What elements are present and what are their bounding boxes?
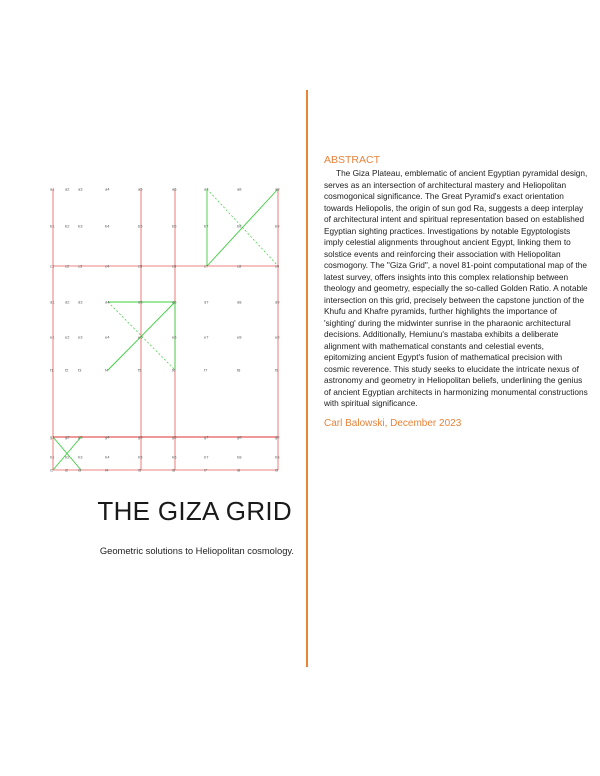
grid-point-label: f8 bbox=[237, 367, 241, 373]
grid-point-label: a3 bbox=[78, 186, 83, 192]
grid-point-label: b7 bbox=[204, 223, 209, 229]
grid-point-label: d3 bbox=[78, 299, 83, 305]
grid-point-label: d5 bbox=[138, 299, 143, 305]
abstract-heading: ABSTRACT bbox=[324, 154, 381, 166]
grid-point-label: f6 bbox=[172, 367, 176, 373]
grid-point-label: i9 bbox=[275, 467, 279, 473]
grid-point-label: b1 bbox=[50, 223, 55, 229]
grid-point-label: g2 bbox=[65, 434, 70, 440]
grid-point-label: a6 bbox=[172, 186, 177, 192]
grid-point-label: e2 bbox=[65, 334, 70, 340]
grid-point-label: a9 bbox=[275, 186, 280, 192]
grid-point-label: c4 bbox=[105, 263, 110, 269]
grid-point-label: h3 bbox=[78, 454, 83, 460]
grid-point-label: f7 bbox=[204, 367, 208, 373]
grid-point-label: e1 bbox=[50, 334, 55, 340]
page-title: THE GIZA GRID bbox=[97, 496, 292, 526]
grid-point-label: b8 bbox=[237, 223, 242, 229]
author-date: Carl Balowski, December 2023 bbox=[324, 417, 462, 429]
grid-point-label: c5 bbox=[138, 263, 143, 269]
page-subtitle: Geometric solutions to Heliopolitan cosmology. bbox=[99, 545, 294, 556]
abstract-body: The Giza Plateau, emblematic of ancient Egyptian pyramidal design, serves as an intersection of architectural mastery and Heliopolitan cosmogonical significance. The Great Pyramid's exact orientation towards Heliopolis, the origin of sun god Ra, suggests a deep interplay of architectural intent and spiritual representation based on established Egyptian sighting practices. Investigations by notable Egyptologists imply celestial alignments throughout ancient Egypt, linking them to solstice events and reinforcing their association with Heliopolitan cosmogony. The "Giza Grid", a novel 81-point computational map of the latest survey, offers insights into this complex relationship between theology and geometry, especially the so-called Golden Ratio. A notable intersection on this grid, precisely between the capstone junction of the Khufu and Khafre pyramids, further highlights the importance of 'sighting' during the midwinter sunrise in the pharaonic architectural decisions. Additionally, Hemiunu's mastaba exhibits a deliberate alignment with mathematical constants and celestial events, epitomizing ancient Egypt's fusion of mathematical precision with cosmic reverence. This study seeks to elucidate the intricate nexus of astronomy and geometry in Heliopolitan beliefs, underlining the genius of ancient Egyptian architects in harmonizing monumental constructions with spiritual significance. bbox=[324, 168, 588, 408]
grid-point-label: f2 bbox=[65, 367, 69, 373]
grid-point-label: e5 bbox=[138, 334, 143, 340]
grid-point-label: f4 bbox=[105, 367, 109, 373]
grid-point-label: d9 bbox=[275, 299, 280, 305]
grid-point-label: a5 bbox=[138, 186, 143, 192]
vertical-divider bbox=[306, 90, 308, 667]
grid-point-label: d1 bbox=[50, 299, 55, 305]
grid-point-label: b9 bbox=[275, 223, 280, 229]
grid-point-label: d6 bbox=[172, 299, 177, 305]
grid-point-label: a7 bbox=[204, 186, 209, 192]
grid-point-label: f5 bbox=[138, 367, 142, 373]
grid-point-label: a2 bbox=[65, 186, 70, 192]
grid-point-label: c7 bbox=[204, 263, 209, 269]
grid-point-label: a4 bbox=[105, 186, 110, 192]
grid-point-label: d7 bbox=[204, 299, 209, 305]
grid-point-label: i5 bbox=[138, 467, 142, 473]
grid-point-label: g4 bbox=[105, 434, 110, 440]
grid-point-label: g8 bbox=[237, 434, 242, 440]
grid-point-label: e4 bbox=[105, 334, 110, 340]
grid-point-label: c1 bbox=[50, 263, 55, 269]
grid-point-label: i4 bbox=[105, 467, 109, 473]
grid-point-label: c6 bbox=[172, 263, 177, 269]
grid-point-label: e7 bbox=[204, 334, 209, 340]
grid-point-label: b6 bbox=[172, 223, 177, 229]
grid-point-label: d8 bbox=[237, 299, 242, 305]
grid-point-label: f3 bbox=[78, 367, 82, 373]
grid-point-label: h1 bbox=[50, 454, 55, 460]
grid-point-label: e9 bbox=[275, 334, 280, 340]
grid-point-label: i1 bbox=[50, 467, 54, 473]
grid-point-label: h8 bbox=[237, 454, 242, 460]
grid-point-label: f9 bbox=[275, 367, 279, 373]
grid-point-label: i8 bbox=[237, 467, 241, 473]
grid-point-label: g9 bbox=[275, 434, 280, 440]
grid-point-label: b3 bbox=[78, 223, 83, 229]
grid-point-label: c9 bbox=[275, 263, 280, 269]
grid-point-label: c8 bbox=[237, 263, 242, 269]
grid-point-labels bbox=[50, 187, 280, 473]
grid-point-label: h5 bbox=[138, 454, 143, 460]
grid-point-label: g3 bbox=[78, 434, 83, 440]
grid-point-label: g7 bbox=[204, 434, 209, 440]
grid-point-label: c3 bbox=[78, 263, 83, 269]
grid-point-label: h7 bbox=[204, 454, 209, 460]
grid-point-label: h6 bbox=[172, 454, 177, 460]
grid-point-label: i6 bbox=[172, 467, 176, 473]
abstract-section bbox=[324, 154, 588, 429]
grid-point-label: b4 bbox=[105, 223, 110, 229]
grid-point-label: a1 bbox=[50, 186, 55, 192]
grid-point-label: f1 bbox=[50, 367, 54, 373]
grid-point-label: d2 bbox=[65, 299, 70, 305]
grid-point-label: h2 bbox=[65, 454, 70, 460]
grid-point-label: g1 bbox=[50, 434, 55, 440]
giza-grid-figure bbox=[0, 0, 300, 480]
grid-point-label: b2 bbox=[65, 223, 70, 229]
grid-point-label: b5 bbox=[138, 223, 143, 229]
grid-point-label: e8 bbox=[237, 334, 242, 340]
grid-point-label: e6 bbox=[172, 334, 177, 340]
grid-point-label: h9 bbox=[275, 454, 280, 460]
grid-point-label: d4 bbox=[105, 299, 110, 305]
grid-point-label: e3 bbox=[78, 334, 83, 340]
grid-point-label: g6 bbox=[172, 434, 177, 440]
grid-point-label: a8 bbox=[237, 186, 242, 192]
grid-point-label: g5 bbox=[138, 434, 143, 440]
grid-point-label: i3 bbox=[78, 467, 82, 473]
grid-point-label: i7 bbox=[204, 467, 208, 473]
grid-point-label: h4 bbox=[105, 454, 110, 460]
grid-point-label: i2 bbox=[65, 467, 69, 473]
grid-point-label: c2 bbox=[65, 263, 70, 269]
